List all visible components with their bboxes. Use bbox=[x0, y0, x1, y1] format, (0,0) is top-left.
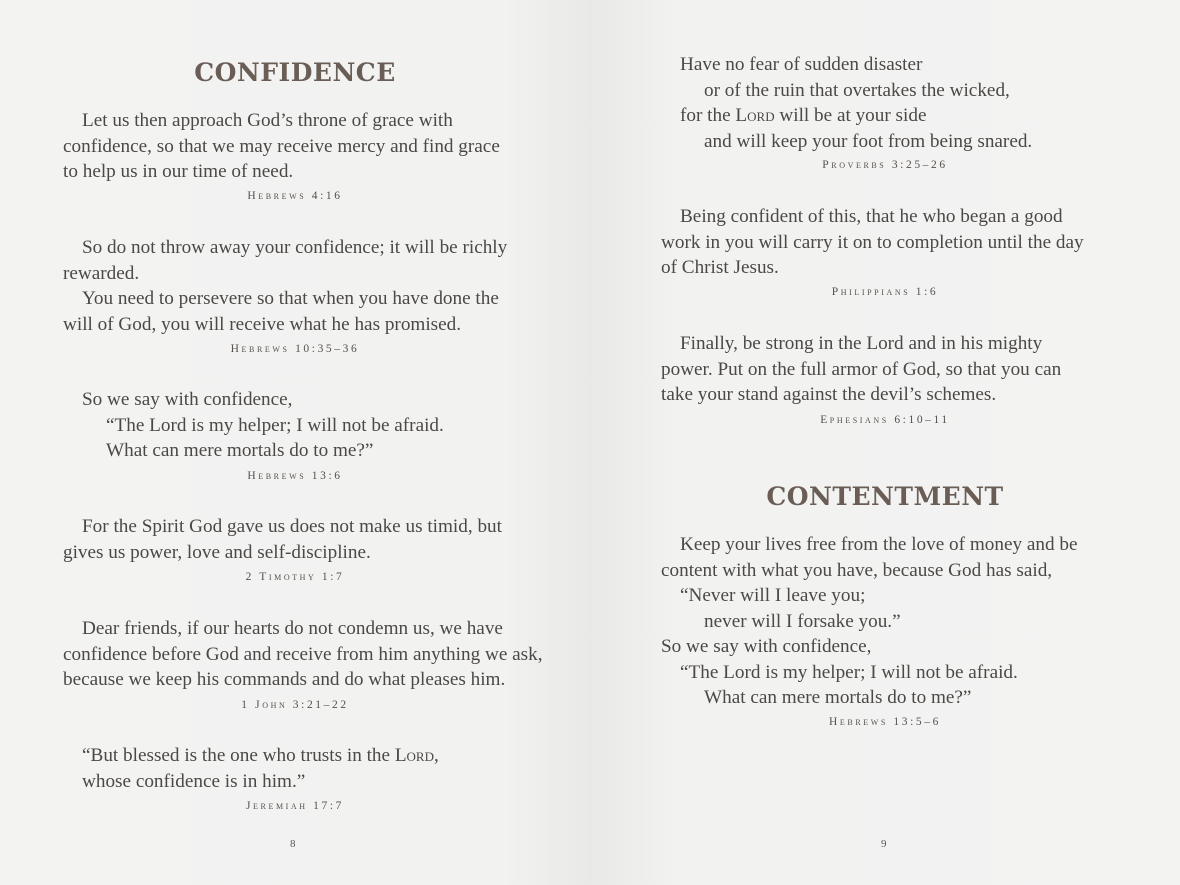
reference-hebrews-4-16: Hebrews 4:16 bbox=[247, 190, 343, 202]
passage-line: because we keep his commands and do what pleases him. bbox=[63, 669, 506, 690]
passage-line: Finally, be strong in the Lord and in his mighty bbox=[680, 333, 1043, 354]
passage-line: take your stand against the devil’s schemes. bbox=[661, 384, 997, 405]
right-page bbox=[590, 0, 1180, 885]
lord-small-caps: Lord bbox=[394, 745, 434, 766]
passage-line: What can mere mortals do to me?” bbox=[704, 687, 972, 708]
reference-jeremiah-17-7: Jeremiah 17:7 bbox=[245, 800, 345, 812]
passage-hebrews-13-5 bbox=[661, 532, 1077, 711]
passage-line: work in you will carry it on to completion until the day bbox=[661, 231, 1084, 253]
passage-line: So do not throw away your confidence; it will be richly bbox=[82, 237, 508, 258]
passage-line: for the Lord will be at your side bbox=[680, 105, 927, 126]
reference-philippians-1-6: Philippians 1:6 bbox=[831, 286, 939, 298]
passage-2-timothy-1-7 bbox=[63, 514, 502, 565]
passage-line: For the Spirit God gave us does not make us timid, but bbox=[82, 516, 502, 537]
passage-line: You need to persevere so that when you have done the bbox=[82, 288, 499, 309]
passage-line: Have no fear of sudden disaster bbox=[680, 54, 923, 75]
passage-line: of Christ Jesus. bbox=[661, 257, 779, 278]
passage-line: Being confident of this, that he who began a good bbox=[680, 206, 1063, 227]
reference-ephesians-6-10: Ephesians 6:10–11 bbox=[820, 414, 950, 426]
passage-hebrews-13-6 bbox=[63, 387, 444, 464]
passage-line: whose confidence is in him.” bbox=[82, 770, 306, 792]
passage-1-john-3-21 bbox=[63, 616, 543, 693]
reference-proverbs-3-25: Proverbs 3:25–26 bbox=[822, 159, 948, 171]
passage-line: Dear friends, if our hearts do not condemn us, we have bbox=[82, 618, 503, 639]
passage-line: confidence before God and receive from him anything we ask, bbox=[63, 643, 543, 665]
passage-line: What can mere mortals do to me?” bbox=[106, 440, 374, 461]
passage-philippians-1-6 bbox=[661, 204, 1084, 281]
reference-hebrews-10-35: Hebrews 10:35–36 bbox=[230, 343, 360, 355]
passage-line: So we say with confidence, bbox=[661, 636, 872, 657]
passage-line: never will I forsake you.” bbox=[704, 610, 901, 632]
section-heading-confidence: CONFIDENCE bbox=[194, 58, 396, 87]
page-number: 8 bbox=[290, 838, 296, 850]
passage-line: “The Lord is my helper; I will not be afraid. bbox=[106, 414, 444, 436]
passage-line: “But blessed is the one who trusts in the Lord, bbox=[82, 745, 439, 766]
reference-2-timothy-1-7: 2 Timothy 1:7 bbox=[245, 571, 345, 583]
passage-line: So we say with confidence, bbox=[82, 389, 293, 410]
lord-small-caps: Lord bbox=[735, 105, 775, 126]
passage-line: power. Put on the full armor of God, so that you can bbox=[661, 358, 1062, 380]
passage-line: to help us in our time of need. bbox=[63, 161, 294, 182]
passage-line: or of the ruin that overtakes the wicked, bbox=[704, 79, 1010, 101]
passage-line: “Never will I leave you; bbox=[680, 585, 866, 606]
reference-hebrews-13-6: Hebrews 13:6 bbox=[247, 470, 343, 482]
passage-line: “The Lord is my helper; I will not be afraid. bbox=[680, 661, 1018, 683]
page-number: 9 bbox=[881, 838, 887, 850]
reference-hebrews-13-5: Hebrews 13:5–6 bbox=[829, 716, 941, 728]
passage-line: confidence, so that we may receive mercy and find grace bbox=[63, 135, 500, 157]
passage-jeremiah-17-7 bbox=[63, 743, 439, 794]
passage-line: gives us power, love and self-discipline. bbox=[63, 541, 371, 563]
passage-hebrews-4-16 bbox=[63, 108, 500, 185]
passage-line: will of God, you will receive what he has promised. bbox=[63, 313, 462, 335]
passage-line: Keep your lives free from the love of money and be bbox=[680, 534, 1078, 555]
passage-ephesians-6-10 bbox=[661, 331, 1061, 408]
passage-line: and will keep your foot from being snared. bbox=[704, 130, 1033, 152]
passage-hebrews-10-35 bbox=[63, 235, 507, 337]
passage-line: content with what you have, because God has said, bbox=[661, 559, 1053, 581]
reference-1-john-3-21: 1 John 3:21–22 bbox=[241, 699, 349, 711]
passage-proverbs-3-25 bbox=[661, 52, 1032, 154]
passage-line: Let us then approach God’s throne of grace with bbox=[82, 110, 453, 131]
section-heading-contentment: CONTENTMENT bbox=[766, 482, 1004, 511]
passage-line: rewarded. bbox=[63, 262, 140, 284]
